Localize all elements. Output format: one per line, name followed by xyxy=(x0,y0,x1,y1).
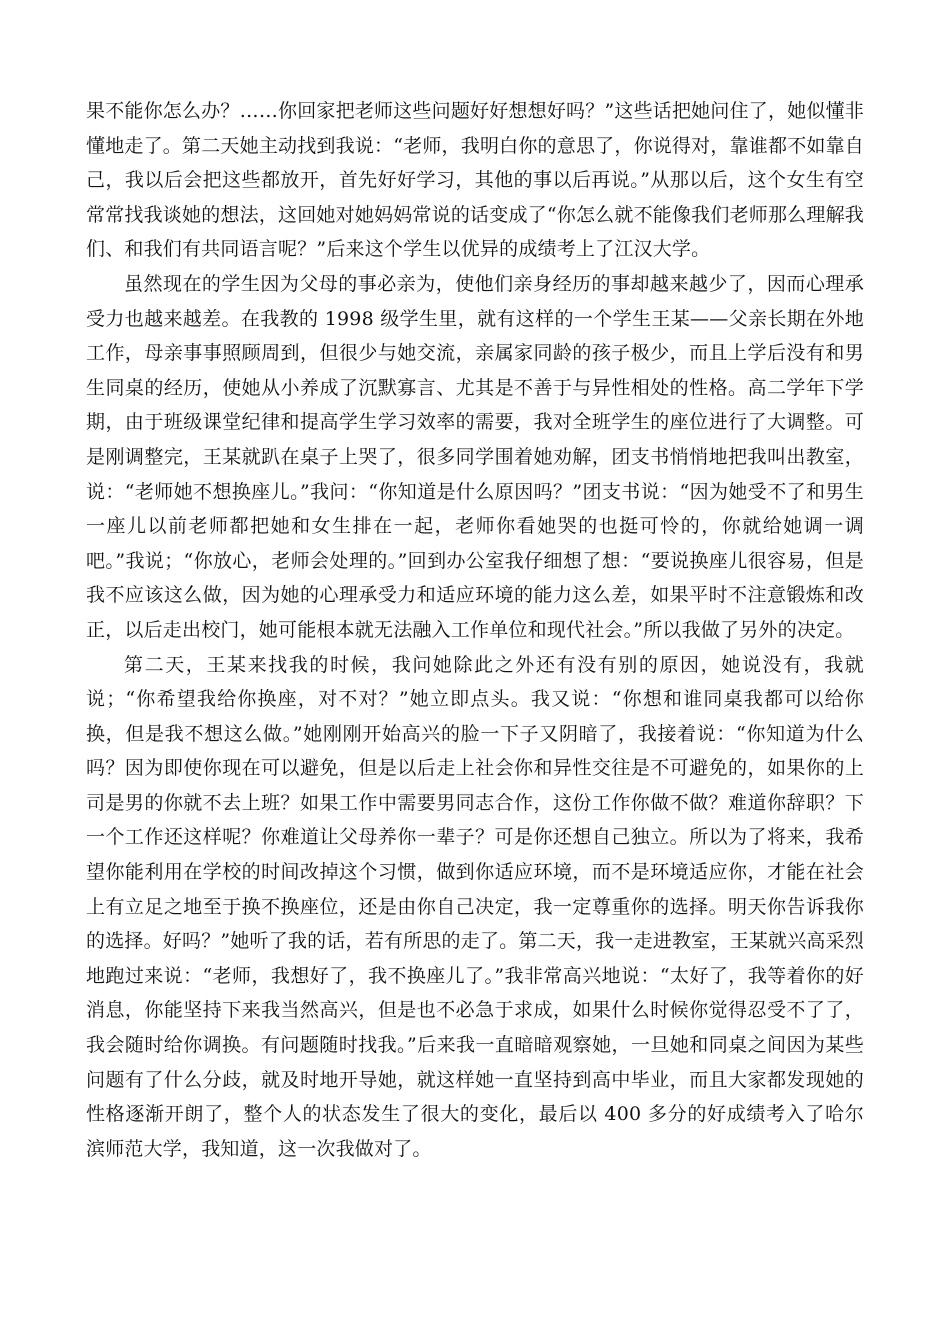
paragraph-3: 第二天，王某来找我的时候，我问她除此之外还有没有别的原因，她说没有，我就说；“你希望我给你换座，对不对？”她立即点头。我又说：“你想和谁同桌我都可以给你换，但是我不想这么做。”她刚刚开始高兴的脸一下子又阴暗了，我接着说：“你知道为什么吗？因为即使你现在可以避免，但是以后走上社会你和异性交往是不可避免的，如果你的上司是男的你就不去上班？如果工作中需要男同志合作，这份工作你做不做？难道你辞职？下一个工作还这样呢？你难道让父母养你一辈子？可是你还想自己独立。所以为了将来，我希望你能利用在学校的时间改掉这个习惯，做到你适应环境，而不是环境适应你，才能在社会上有立足之地至于换不换座位，还是由你自己决定，我一定尊重你的选择。明天你告诉我你的选择。好吗？”她听了我的话，若有所思的走了。第二天，我一走进教室，王某就兴高采烈地跑过来说：“老师，我想好了，我不换座儿了。”我非常高兴地说：“太好了，我等着你的好消息，你能坚持下来我当然高兴，但是也不必急于求成，如果什么时候你觉得忍受不了了，我会随时给你调换。有问题随时找我。”后来我一直暗暗观察她，一旦她和同桌之间因为某些问题有了什么分歧，就及时地开导她，就这样她一直坚持到高中毕业，而且大家都发现她的性格逐渐开朗了，整个人的状态发生了很大的变化，最后以 400 多分的好成绩考入了哈尔滨师范大学，我知道，这一次我做对了。 xyxy=(86,653,864,1160)
paragraph-2: 虽然现在的学生因为父母的事必亲为，使他们亲身经历的事却越来越少了，因而心理承受力也越来越差。在我教的 1998 级学生里，就有这样的一个学生王某——父亲长期在外地工作，母亲事事照顾周到，但很少与她交流，亲属家同龄的孩子极少，而且上学后没有和男生同桌的经历，使她从小养成了沉默寡言、尤其是不善于与异性相处的性格。高二学年下学期，由于班级课堂纪律和提高学生学习效率的需要，我对全班学生的座位进行了大调整。可是刚调整完，王某就趴在桌子上哭了，很多同学围着她劝解，团支书悄悄地把我叫出教室，说：“老师她不想换座儿。”我问：“你知道是什么原因吗？”团支书说：“因为她受不了和男生一座儿以前老师都把她和女生排在一起，老师你看她哭的也挺可怜的，你就给她调一调吧。”我说；“你放心，老师会处理的。”回到办公室我仔细想了想：“要说换座儿很容易，但是我不应该这么做，因为她的心理承受力和适应环境的能力这么差，如果平时不注意锻炼和改正，以后走出校门，她可能根本就无法融入工作单位和现代社会。”所以我做了另外的决定。 xyxy=(86,272,864,641)
paragraph-1: 果不能你怎么办？……你回家把老师这些问题好好想想好吗？”这些话把她问住了，她似懂非懂地走了。第二天她主动找到我说：“老师，我明白你的意思了，你说得对，靠谁都不如靠自己，我以后会把这些都放开，首先好好学习，其他的事以后再说。”从那以后，这个女生有空常常找我谈她的想法，这回她对她妈妈常说的话变成了“你怎么就不能像我们老师那么理解我们、和我们有共同语言呢？”后来这个学生以优异的成绩考上了江汉大学。 xyxy=(86,100,864,261)
document-body xyxy=(86,94,864,1166)
